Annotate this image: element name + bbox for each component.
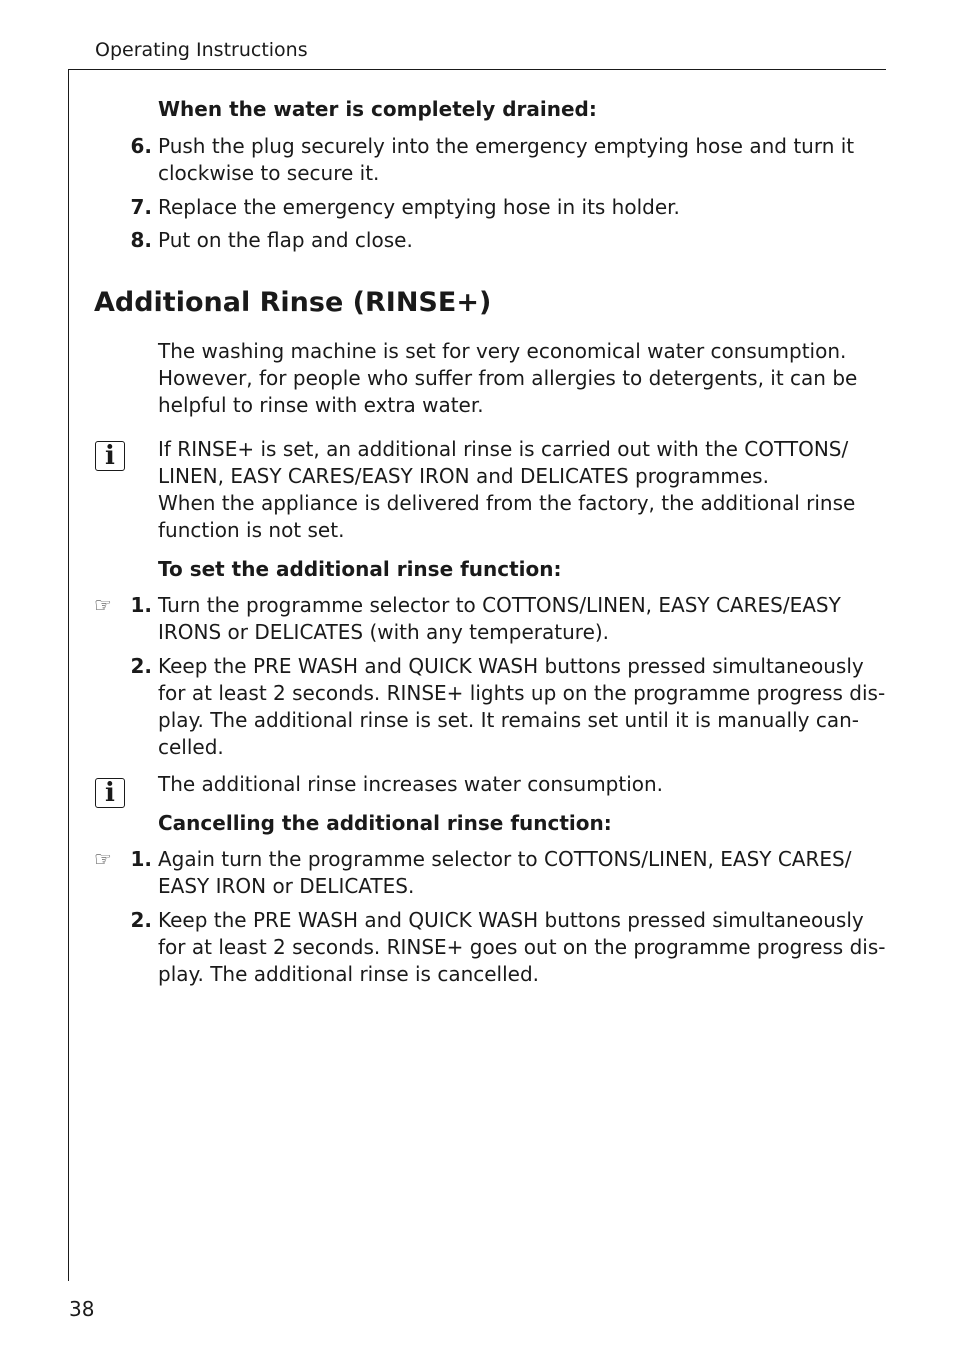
info-icon: i	[95, 778, 125, 808]
header-rule	[68, 69, 886, 70]
intro-text: The washing machine is set for very economical water consumption.	[158, 339, 847, 363]
info-text: The additional rinse increases water consumption.	[158, 772, 664, 796]
step-number: 8.	[130, 228, 152, 252]
step-number: 2.	[130, 908, 152, 932]
step-text: Keep the PRE WASH and QUICK WASH buttons pressed simultaneously	[158, 654, 864, 678]
step-text: play. The additional rinse is cancelled.	[158, 962, 540, 986]
cancel-subheading: Cancelling the additional rinse function:	[158, 811, 612, 835]
step-text: celled.	[158, 735, 224, 759]
running-header: Operating Instructions	[95, 39, 308, 61]
step-text: for at least 2 seconds. RINSE+ lights up on the programme progress dis-	[158, 681, 886, 705]
step-number: 2.	[130, 654, 152, 678]
step-text: Again turn the programme selector to COTTONS/LINEN, EASY CARES/	[158, 847, 852, 871]
step-number: 1.	[130, 593, 152, 617]
drain-subheading: When the water is completely drained:	[158, 97, 597, 121]
pointing-hand-icon: ☞	[94, 847, 112, 871]
step-number: 1.	[130, 847, 152, 871]
info-text: function is not set.	[158, 518, 345, 542]
step-text: Turn the programme selector to COTTONS/LINEN, EASY CARES/EASY	[158, 593, 841, 617]
step-text: Push the plug securely into the emergency emptying hose and turn it	[158, 134, 855, 158]
info-text: When the appliance is delivered from the factory, the additional rinse	[158, 491, 856, 515]
pointing-hand-icon: ☞	[94, 593, 112, 617]
margin-rule	[68, 69, 69, 1281]
info-text: If RINSE+ is set, an additional rinse is carried out with the COTTONS/	[158, 437, 849, 461]
section-title: Additional Rinse (RINSE+)	[94, 287, 492, 318]
step-text: IRONS or DELICATES (with any temperature).	[158, 620, 610, 644]
set-subheading: To set the additional rinse function:	[158, 557, 562, 581]
step-text: Put on the flap and close.	[158, 228, 413, 252]
step-text: Replace the emergency emptying hose in its holder.	[158, 195, 680, 219]
step-text: Keep the PRE WASH and QUICK WASH buttons pressed simultaneously	[158, 908, 864, 932]
step-text: play. The additional rinse is set. It remains set until it is manually can-	[158, 708, 860, 732]
step-number: 7.	[130, 195, 152, 219]
step-text: clockwise to secure it.	[158, 161, 380, 185]
step-text: EASY IRON or DELICATES.	[158, 874, 415, 898]
intro-text: However, for people who suffer from allergies to detergents, it can be	[158, 366, 858, 390]
page-number: 38	[69, 1297, 95, 1321]
step-number: 6.	[130, 134, 152, 158]
info-text: LINEN, EASY CARES/EASY IRON and DELICATES programmes.	[158, 464, 769, 488]
intro-text: helpful to rinse with extra water.	[158, 393, 484, 417]
info-icon: i	[95, 441, 125, 471]
step-text: for at least 2 seconds. RINSE+ goes out on the programme progress dis-	[158, 935, 886, 959]
